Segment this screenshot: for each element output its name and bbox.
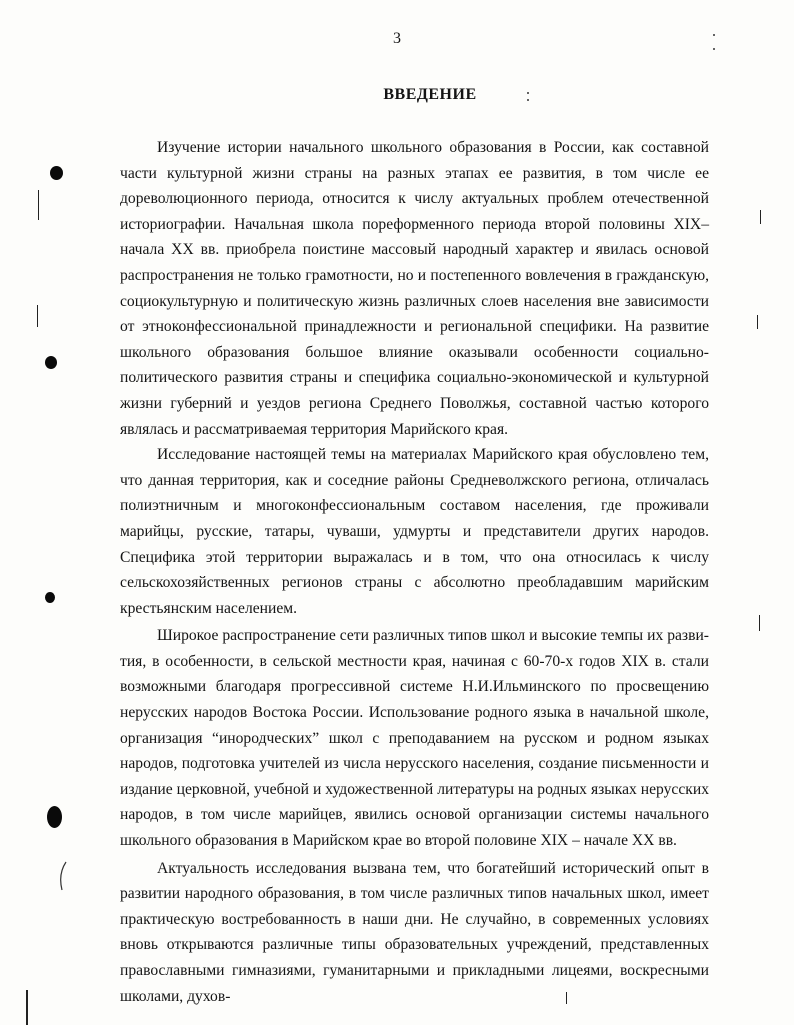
scan-speck — [527, 99, 529, 101]
margin-line — [26, 990, 28, 1025]
page-title: ВВЕДЕНИЕ — [383, 86, 477, 103]
scan-speck — [527, 92, 529, 94]
paragraph: Изучение истории начального школьного образования в России, как составной части культурной жизни страны на разных этапах ее развития, в том числе ее дореволюционного периода, относится к числу актуальных проблем отечественной историографии. Начальная школа пореформенного периода второй половины XIX– начала XX вв. приобрела поистине массовый народный характер и явилась основой распространения не только грамотности, но и постепенного вовлечения в гражданскую, социокультурную и политическую жизнь различных слоев населения вне зависимости от этноконфессиональной принадлежности и региональной специфики. На развитие школьного образования большое влияние оказывали особенности социально-политического развития страны и специфика социально-экономической и культурной жизни губерний и уездов региона Среднего Поволжья, составной частью которого являлась и рассматриваемая территория Марийского края. — [120, 139, 709, 438]
margin-line — [759, 615, 760, 631]
margin-line — [37, 305, 38, 327]
paragraph: Широкое распространение сети различных типов школ и высокие темпы их развития, в особенности, в сельской местности края, начиная с 60-70-х годов XIX в. стали возможными благодаря прогрессивной системе Н.И.Ильминского по просвещению нерусских народов Востока России. Использование родного языка в начальной школе, организация “инородческих” школ с преподаванием на русском и родном языках народов, подготовка учителей из числа нерусского населения, создание письменности и издание церковной, учебной и художественной литературы на родных языках нерусских народов, в том числе марийцев, явились основой организации системы начального школьного образования в Марийском крае во второй половине XIX – начале XX вв. — [120, 627, 709, 850]
scan-speck — [713, 34, 715, 36]
body-text — [120, 135, 709, 1009]
page-number: 3 — [393, 30, 401, 47]
margin-line — [760, 210, 761, 224]
margin-line — [757, 315, 758, 329]
paragraph: Актуальность исследования вызвана тем, что богатейший исторический опыт в развитии народного образования, в том числе различных типов начальных школ, имеет практическую востребованность в наши дни. Не случайно, в современных условиях вновь открываются различные типы образовательных учреждений, представленных православными гимназиями, гуманитарными и прикладными лицеями, воскресными школами, духов- — [120, 859, 709, 1005]
scan-speck — [713, 48, 715, 50]
binder-hole-mark — [47, 806, 62, 828]
margin-line — [566, 992, 567, 1004]
binder-hole-mark — [50, 166, 63, 180]
paragraph: Исследование настоящей темы на материалах Марийского края обусловлено тем, что данная территория, как и соседние районы Средневолжского региона, отличалась полиэтничным и многоконфессиональным составом населения, где проживали марийцы, русские, татары, чуваши, удмурты и представители других народов. Специфика этой территории выражалась и в том, что она относилась к числу сельскохозяйственных регионов страны с абсолютно преобладавшим марийским крестьянским населением. — [120, 446, 709, 617]
binder-hole-mark — [45, 356, 57, 369]
margin-line — [38, 190, 39, 220]
bracket-mark — [61, 862, 66, 890]
binder-hole-mark — [45, 592, 55, 603]
